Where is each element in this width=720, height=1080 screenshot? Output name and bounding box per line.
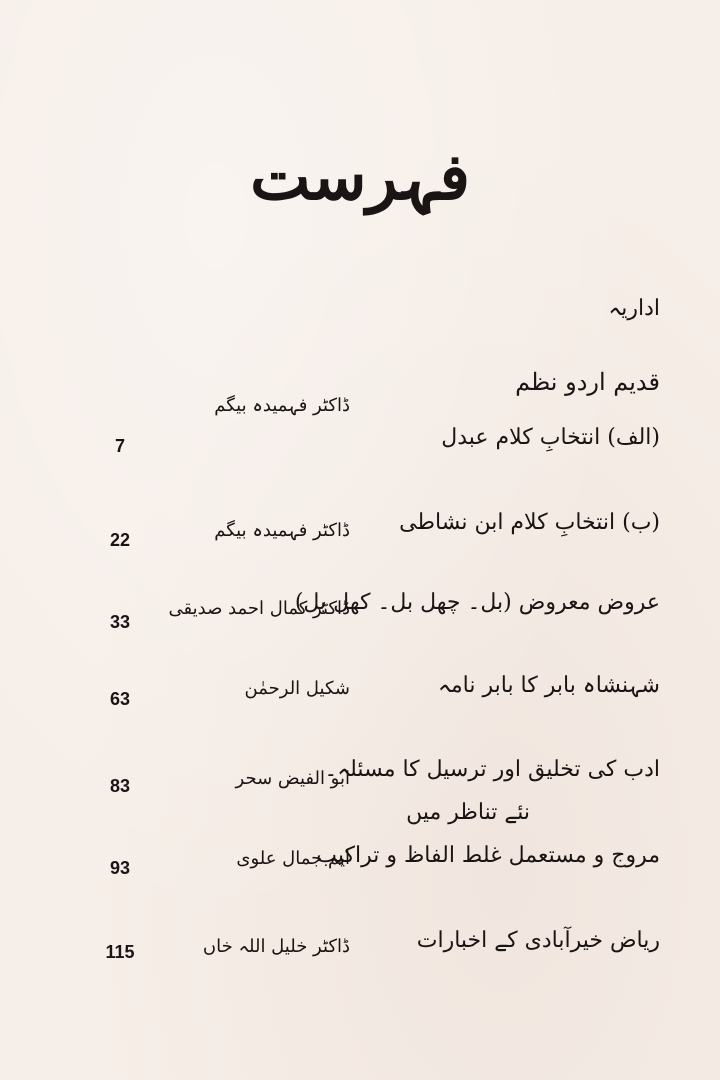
section-heading: قدیم اردو نظم bbox=[515, 368, 660, 396]
toc-entry-page: 115 bbox=[105, 942, 135, 962]
toc-entry-author: ڈاکٹر خلیل اللہ خاں bbox=[202, 936, 350, 957]
toc-entry-page: 33 bbox=[109, 612, 131, 632]
toc-entry-page: 22 bbox=[109, 530, 131, 550]
toc-entry-title: (الف) انتخابِ کلام عبدل bbox=[441, 425, 660, 450]
toc-entry-page: 93 bbox=[109, 858, 131, 878]
toc-entry-page: 63 bbox=[109, 689, 131, 709]
toc-entry-author: ڈاکٹر فہمیدہ بیگم bbox=[214, 520, 350, 541]
editorial-label: اداریہ bbox=[608, 296, 660, 321]
toc-entry-page: 7 bbox=[114, 436, 125, 456]
toc-entry-author: ڈاکٹر کمال احمد صدیقی bbox=[168, 598, 350, 619]
toc-entry-subtitle: نئے تناظر میں bbox=[406, 800, 530, 825]
toc-entry-title: ریاض خیرآبادی کے اخبارات bbox=[416, 928, 660, 953]
toc-entry-title: عروض معروض (بل۔ چھل بل۔ کھل بل) bbox=[294, 590, 660, 615]
toc-entry-title: شہنشاہ بابر کا بابر نامہ bbox=[437, 673, 660, 698]
toc-entry-author: ڈاکٹر فہمیدہ بیگم bbox=[214, 395, 350, 416]
toc-entry-author: ایم جمال علوی bbox=[236, 848, 350, 869]
toc-entry-author: شکیل الرحمٰن bbox=[244, 678, 350, 699]
toc-entry-author: ابو الفیض سحر bbox=[235, 768, 350, 789]
toc-entry-title: (ب) انتخابِ کلام ابن نشاطی bbox=[399, 510, 660, 535]
toc-entry-title: مروج و مستعمل غلط الفاظ و تراکیب bbox=[316, 843, 660, 868]
toc-entry-page: 83 bbox=[109, 776, 131, 796]
toc-entry-title: ادب کی تخلیق اور ترسیل کا مسئلہ۔ bbox=[324, 757, 660, 782]
page-title: فہرست bbox=[250, 140, 470, 215]
